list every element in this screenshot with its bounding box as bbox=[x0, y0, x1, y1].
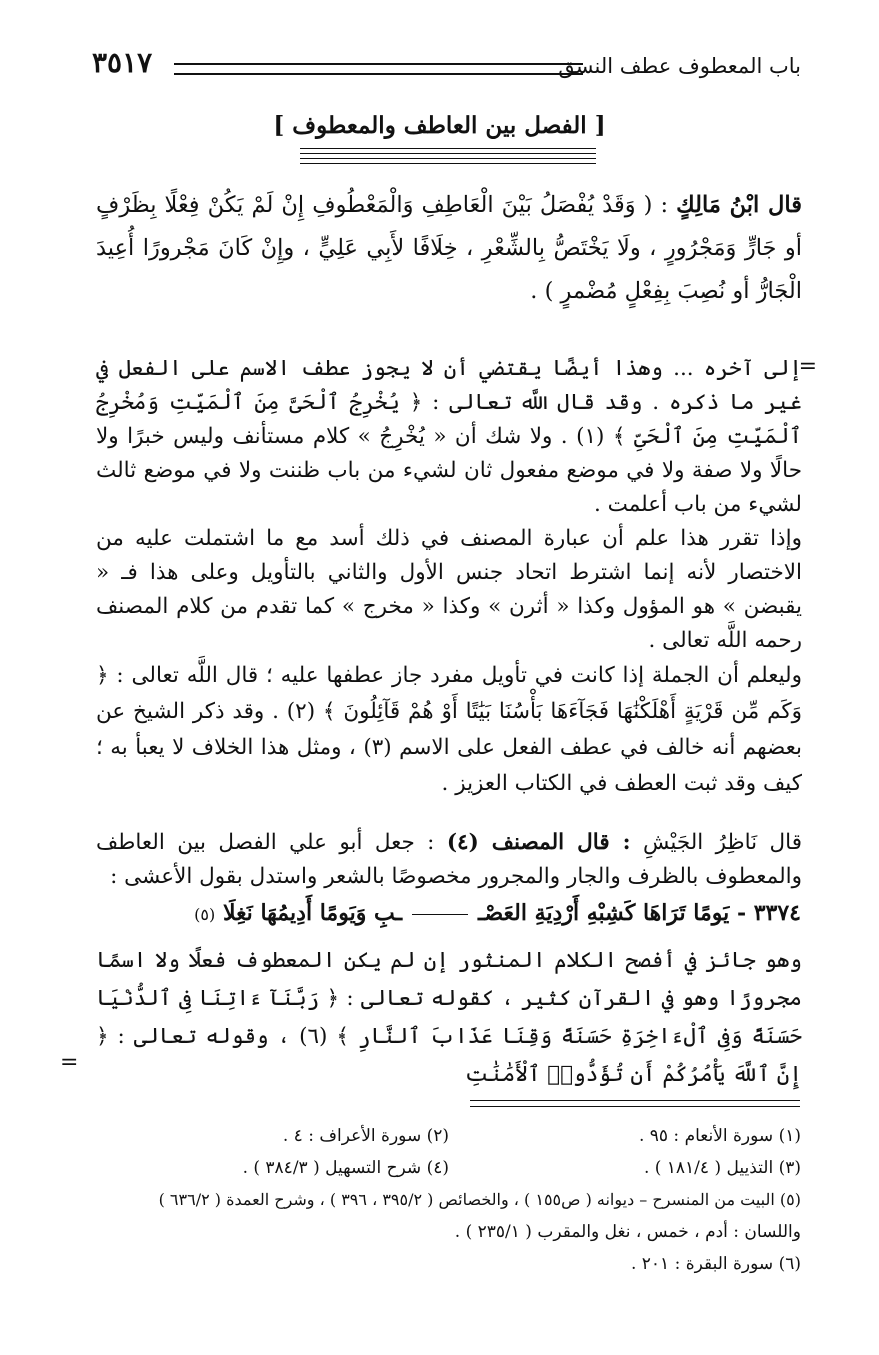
title-rule-1 bbox=[300, 148, 596, 149]
title-rule-2 bbox=[300, 153, 596, 154]
verse-number: ٣٣٧٤ - bbox=[736, 900, 801, 926]
commentary-paragraph-5: وهو جائز في أفصح الكلام المنثور إن لم يكن المعطوف فعلًا ولا اسمًا مجرورًا وهو في القرآن كثير ، كقوله تعالى : ﴿ رَبَّنَآ ءَاتِنَا فِى ٱلدُّنْيَا حَسَنَةً وَفِى ٱلْءَاخِرَةِ حَسَنَةً وَقِنَا عَذَابَ ٱلنَّارِ ﴾ (٦) ، وقوله تعالى : ﴿ إِنَّ ٱللَّهَ يَأْمُرُكُمْ أَن تُؤَدُّوا۟ ٱلْأَمَٰنَٰتِ bbox=[96, 948, 802, 1087]
commentary-paragraph-2: وإذا تقرر هذا علم أن عبارة المصنف في ذلك أسد مع ما اشتملت عليه من الاختصار لأنه إنما اشترط اتحاد جنس الأول والثاني بالتأويل وعلى هذا فـ « يقبضن » هو المؤول وكذا « أثرن » وكذا « مخرج » كما تقدم من كلام المصنف رحمه اللَّه تعالى . bbox=[96, 526, 802, 653]
footnote-3: (٣) التذييل ( ١٨١/٤ ) . bbox=[643, 1158, 801, 1178]
footnote-5-line-2: واللسان : أدم ، خمس ، نغل والمقرب ( ٢٣٥/١ ) . bbox=[454, 1222, 801, 1242]
continuation-mark-bottom: = bbox=[60, 1050, 79, 1075]
poetry-verse bbox=[194, 900, 801, 926]
author-citation: : قال المصنف (٤) bbox=[446, 830, 631, 855]
footnote-5-line-1: (٥) البيت من المنسرح – ديوانه ( ص١٥٥ ) ، والخصائص ( ٣٩٥/٢ ، ٣٩٦ ) ، وشرح العمدة ( ٦٣٦/٢ ) bbox=[158, 1190, 801, 1209]
footnote-rule bbox=[470, 1100, 800, 1107]
commentary-paragraph-4 bbox=[96, 826, 802, 894]
commentary-paragraph-1: إلى آخره ... وهذا أيضًا يقتضي أن لا يجوز عطف الاسم على الفعل في غير ما ذكره . وقد قال اللَّه تعالى : ﴿ يُخْرِجُ ٱلْحَىَّ مِنَ ٱلْمَيِّتِ وَمُخْرِجُ ٱلْمَيِّتِ مِنَ ٱلْحَىِّ ﴾ (١) . ولا شك أن « يُخْرِجُ » كلام مستأنف وليس خبرًا ولا حالًا ولا صفة ولا في موضع مفعول ثان لشيء من باب ظننت ولا في موضع ثالث لشيء من باب أعلمت . bbox=[96, 356, 802, 517]
matn-text: : ( وَقَدْ يُفْصَلُ بَيْنَ الْعَاطِفِ وَالْمَعْطُوفِ إِنْ لَمْ يَكُنْ فِعْلًا بِظَرْفٍ أو جَارٍّ وَمَجْرُورٍ ، ولَا يَخْتَصُّ بِالشِّعْرِ ، خِلَافًا لأَبِي عَلِيٍّ ، وإِنْ كَانَ مَجْرورًا أُعِيدَ الْجَارُّ أو نُصِبَ بِفِعْلٍ مُضْمرٍ ) . bbox=[96, 192, 802, 304]
verse-second-half: ـبِ وَيَومًا أَدِيمُهَا نَغِلَا bbox=[222, 900, 403, 926]
commentator-name: قال نَاظِرُ الجَيْشِ bbox=[642, 830, 802, 855]
verse-footnote-ref: (٥) bbox=[194, 905, 216, 924]
footnote-4: (٤) شرح التسهيل ( ٣٨٤/٣ ) . bbox=[242, 1158, 449, 1178]
running-title: باب المعطوف عطف النسق bbox=[558, 54, 801, 78]
commentary-text: : جعل أبو علي الفصل بين العاطف والمعطوف بالظرف والجار والمجرور مخصوصًا بالشعر واستدل بقول الأعشى : bbox=[96, 830, 802, 889]
title-rule-4 bbox=[300, 163, 596, 164]
page-number: ٣٥١٧ bbox=[92, 46, 153, 79]
verse-first-half: يَومًا تَرَاهَا كَشِبْهِ أَرْدِيَةِ العَصْـ bbox=[478, 900, 730, 926]
matn-author: قال ابْنُ مَالِكٍ bbox=[676, 192, 802, 218]
section-title: [ الفصل بين العاطف والمعطوف ] bbox=[273, 112, 606, 139]
footnote-2: (٢) سورة الأعراف : ٤ . bbox=[282, 1126, 449, 1146]
footnote-6: (٦) سورة البقرة : ٢٠١ . bbox=[630, 1254, 801, 1274]
title-rule-3 bbox=[300, 158, 596, 159]
continuation-mark-top: = bbox=[798, 354, 817, 379]
matn-paragraph bbox=[96, 184, 802, 313]
footnote-1: (١) سورة الأنعام : ٩٥ . bbox=[638, 1126, 801, 1146]
header-rule bbox=[174, 63, 583, 75]
page-header bbox=[92, 46, 801, 86]
commentary-paragraph-3: وليعلم أن الجملة إذا كانت في تأويل مفرد جاز عطفها عليه ؛ قال اللَّه تعالى : ﴿ وَكَم مِّن قَرْيَةٍ أَهْلَكْنَٰهَا فَجَآءَهَا بَأْسُنَا بَيَٰتًا أَوْ هُمْ قَآئِلُونَ ﴾ (٢) . وقد ذكر الشيخ عن بعضهم أنه خالف في عطف الفعل على الاسم (٣) ، ومثل هذا الخلاف لا يعبأ به ؛ كيف وقد ثبت العطف في الكتاب العزيز . bbox=[96, 663, 802, 796]
hemistich-separator bbox=[412, 914, 468, 915]
